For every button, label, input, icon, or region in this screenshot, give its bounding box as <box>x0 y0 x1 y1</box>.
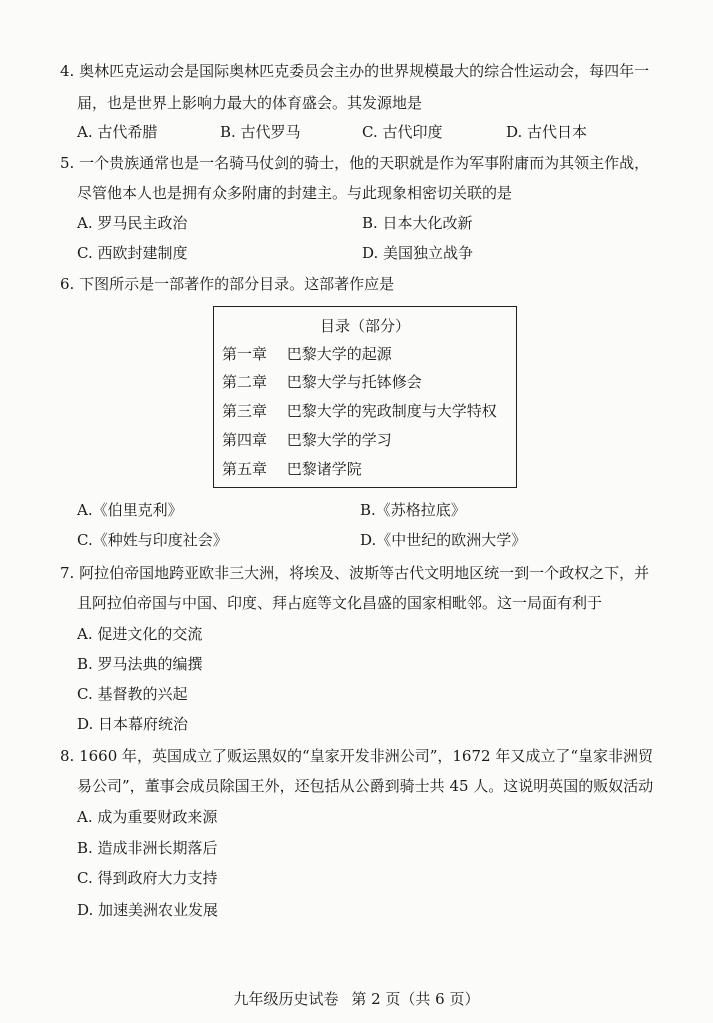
question-7-option-a: A. 促进文化的交流 <box>77 625 203 643</box>
table-of-contents-box <box>213 306 517 488</box>
question-number: 4. <box>60 62 75 80</box>
footer-page-number: 第 2 页（共 6 页） <box>351 990 480 1008</box>
toc-chapter: 第五章 <box>222 460 268 478</box>
question-number: 7. <box>60 564 75 582</box>
question-4-option-c: C. 古代印度 <box>362 123 443 141</box>
question-6-stem-line-1 <box>60 273 394 295</box>
question-text: 阿拉伯帝国地跨亚欧非三大洲，将埃及、波斯等古代文明地区统一到一个政权之下，并 <box>79 564 650 582</box>
question-text: 1660 年，英国成立了贩运黑奴的“皇家开发非洲公司”，1672 年又成立了“皇家非洲贸 <box>79 747 653 765</box>
question-text: 奥林匹克运动会是国际奥林匹克委员会主办的世界规模最大的综合性运动会，每四年一 <box>79 62 650 80</box>
question-5-option-d: D. 美国独立战争 <box>362 244 474 262</box>
toc-chapter: 第二章 <box>222 373 268 391</box>
question-text: 一个贵族通常也是一名骑马仗剑的骑士，他的天职就是作为军事附庸而为其领主作战， <box>79 154 650 172</box>
toc-chapter: 第四章 <box>222 431 268 449</box>
question-5-option-b: B. 日本大化改新 <box>362 214 473 232</box>
question-8-stem-line-2: 易公司”，董事会成员除国王外，还包括从公爵到骑士共 45 人。这说明英国的贩奴活动 <box>77 777 654 795</box>
toc-chapter-title: 巴黎大学与托钵修会 <box>286 373 422 391</box>
question-7-option-c: C. 基督教的兴起 <box>77 685 188 703</box>
question-6-option-d: D.《中世纪的欧洲大学》 <box>360 531 527 549</box>
question-4-option-b: B. 古代罗马 <box>220 123 301 141</box>
footer-subject: 九年级历史试卷 <box>233 990 339 1008</box>
question-8-option-c: C. 得到政府大力支持 <box>77 869 218 887</box>
question-7-option-d: D. 日本幕府统治 <box>77 715 189 733</box>
toc-chapter-title: 巴黎大学的宪政制度与大学特权 <box>286 402 497 420</box>
question-7-option-b: B. 罗马法典的编撰 <box>77 655 203 673</box>
page-footer <box>0 988 713 1010</box>
question-8-option-d: D. 加速美洲农业发展 <box>77 901 219 919</box>
question-7-stem-line-1 <box>60 562 649 584</box>
toc-chapter-title: 巴黎大学的学习 <box>286 431 392 449</box>
toc-chapter: 第三章 <box>222 402 268 420</box>
question-8-option-b: B. 造成非洲长期落后 <box>77 839 218 857</box>
question-4-stem-line-2: 届，也是世界上影响力最大的体育盛会。其发源地是 <box>77 94 423 112</box>
question-8-stem-line-1 <box>60 745 653 767</box>
toc-row <box>222 371 422 393</box>
question-5-option-a: A. 罗马民主政治 <box>77 214 188 232</box>
toc-chapter-title: 巴黎大学的起源 <box>286 345 392 363</box>
question-4-stem-line-1 <box>60 60 649 82</box>
question-6-option-a: A.《伯里克利》 <box>77 501 183 519</box>
question-text: 下图所示是一部著作的部分目录。这部著作应是 <box>79 275 395 293</box>
question-5-stem-line-2: 尽管他本人也是拥有众多附庸的封建主。与此现象相密切关联的是 <box>77 184 513 202</box>
question-6-option-c: C.《种姓与印度社会》 <box>77 531 228 549</box>
question-number: 6. <box>60 275 75 293</box>
question-8-option-a: A. 成为重要财政来源 <box>77 808 218 826</box>
question-number: 8. <box>60 747 75 765</box>
toc-row <box>222 400 497 422</box>
question-4-option-a: A. 古代希腊 <box>77 123 158 141</box>
toc-row <box>222 458 362 480</box>
toc-chapter: 第一章 <box>222 345 268 363</box>
toc-row <box>222 429 392 451</box>
toc-row <box>222 343 392 365</box>
question-7-stem-line-2: 且阿拉伯帝国与中国、印度、拜占庭等文化昌盛的国家相毗邻。这一局面有利于 <box>77 594 603 612</box>
question-5-option-c: C. 西欧封建制度 <box>77 244 188 262</box>
question-number: 5. <box>60 154 75 172</box>
question-6-option-b: B.《苏格拉底》 <box>360 501 466 519</box>
toc-chapter-title: 巴黎诸学院 <box>286 460 362 478</box>
question-5-stem-line-1 <box>60 152 649 174</box>
toc-title: 目录（部分） <box>319 317 410 335</box>
question-4-option-d: D. 古代日本 <box>506 123 588 141</box>
